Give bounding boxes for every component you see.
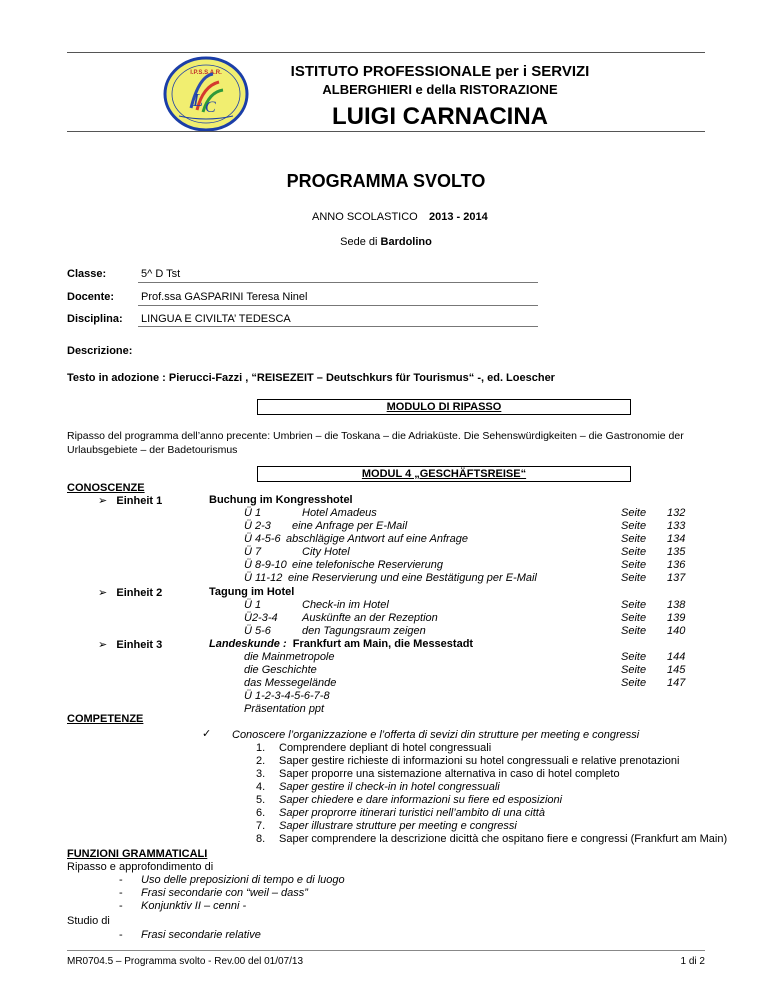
list-item: Ü 8-9-10 [244,559,287,571]
list-item-number: 8. [256,833,266,845]
list-item: Ü 1 [244,507,262,519]
svg-text:C: C [205,99,216,116]
page-number: 134 [667,533,686,545]
header-line1: ISTITUTO PROFESSIONALE per i SERVIZI [290,63,590,80]
field-value-classe: 5^ D Tst [141,268,181,280]
anno-value: 2013 - 2014 [429,211,488,223]
anno-label: ANNO SCOLASTICO [312,211,418,223]
header-bottom-rule [67,131,705,132]
modulo-ripasso-title: MODULO DI RIPASSO [257,399,631,415]
header-line2: ALBERGHIERI e della RISTORAZIONE [322,82,558,97]
list-item: Ü 1 [244,599,262,611]
ripasso-approfondimento: Ripasso e approfondimento di [67,861,214,873]
list-item-number: 6. [256,807,266,819]
list-item-text: City Hotel [302,546,350,558]
ripasso-text-2: Urlaubsgebiete – der Badetourismus [67,444,238,456]
school-name: LUIGI CARNACINA [332,103,548,130]
list-item-text: Ü 1-2-3-4-5-6-7-8 [244,690,330,702]
seite-label: Seite [621,533,647,545]
list-item-number: 5. [256,794,266,806]
list-item-text: den Tagungsraum zeigen [302,625,426,637]
list-item-text: die Geschichte [244,664,317,676]
list-item-text: Auskünfte an der Rezeption [302,612,438,624]
einheit-1-title: Buchung im Kongresshotel [209,494,353,506]
list-item-text: die Mainmetropole [244,651,335,663]
field-line-classe [138,282,538,283]
list-item-text: Konjunktiv II – cenni - [141,900,247,912]
list-item-number: 4. [256,781,266,793]
list-item-text: Saper illustrare strutture per meeting e congressi [279,820,517,832]
field-value-docente: Prof.ssa GASPARINI Teresa Ninel [141,291,308,303]
footer-rule [67,950,705,951]
funzioni-heading: FUNZIONI GRAMMATICALI [67,848,208,860]
list-item-number: 2. [256,755,266,767]
seite-label: Seite [621,677,647,689]
seite-label: Seite [621,559,647,571]
einheit-3-label: ➢ Einheit 3 [98,639,163,651]
page-number: 144 [667,651,686,663]
conoscenze-heading: CONOSCENZE [67,482,145,494]
list-item-text: das Messegelände [244,677,337,689]
page-number: 133 [667,520,686,532]
list-item-text: Check-in im Hotel [302,599,389,611]
school-logo [163,56,249,132]
seite-label: Seite [621,546,647,558]
descrizione-label: Descrizione: [67,345,133,357]
seite-label: Seite [621,625,647,637]
list-item: Ü 2-3 [244,520,271,532]
checkmark-icon: ✓ [202,728,212,740]
competenze-intro: Conoscere l’organizzazione e l’offerta di sevizi din strutture per meeting e congressi [232,729,640,741]
list-item: Ü 7 [244,546,262,558]
dash-bullet: - [119,929,123,941]
svg-text:I.P.S.S.A.R.: I.P.S.S.A.R. [190,70,222,76]
studio-di: Studio di [67,915,110,927]
seite-label: Seite [621,572,647,584]
list-item-text: Saper proprorre itinerari turistici nell’ambito di una città [279,807,545,819]
field-label-classe: Classe: [67,268,107,280]
svg-text:L: L [193,90,204,110]
seite-label: Seite [621,664,647,676]
list-item-text: Uso delle preposizioni di tempo e di luogo [141,874,345,886]
seite-label: Seite [621,507,647,519]
list-item: Ü 5-6 [244,625,271,637]
footer-doc-id: MR0704.5 – Programma svolto - Rev.00 del 01/07/13 [67,956,304,967]
seite-label: Seite [621,520,647,532]
page-number: 147 [667,677,686,689]
einheit-3-title: Landeskunde : Frankfurt am Main, die Messestadt [209,638,474,650]
list-item-number: 7. [256,820,266,832]
page-number: 138 [667,599,686,611]
list-item: Ü 4-5-6 [244,533,281,545]
field-label-disciplina: Disciplina: [67,313,123,325]
page-number: 145 [667,664,686,676]
einheit-2-title: Tagung im Hotel [209,586,295,598]
field-line-docente [138,305,538,306]
testo-adozione: Testo in adozione : Pierucci-Fazzi , “REISEZEIT – Deutschkurs für Tourismus“ -, ed. Loescher [67,372,555,384]
page-number: 136 [667,559,686,571]
list-item: Ü2-3-4 [244,612,278,624]
list-item-text: Saper chiedere e dare informazioni su fiere ed esposizioni [279,794,563,806]
page-number: 137 [667,572,686,584]
list-item-text: Saper gestire il check-in in hotel congressuali [279,781,500,793]
page-number: 140 [667,625,686,637]
dash-bullet: - [119,900,123,912]
seite-label: Seite [621,612,647,624]
list-item-text: Frasi secondarie con “weil – dass” [141,887,308,899]
arrow-bullet-icon: ➢ [98,587,108,599]
header-top-rule [67,52,705,53]
dash-bullet: - [119,887,123,899]
list-item-text: Saper comprendere la descrizione dicittà che ospitano fiere e congressi (Frankfurt am Main) [279,833,728,845]
seite-label: Seite [621,651,647,663]
list-item-text: abschlägige Antwort auf eine Anfrage [286,533,469,545]
ripasso-text-1: Ripasso del programma dell’anno precente: Umbrien – die Toskana – die Adriaküste. Die Sehenswürdigkeiten – die Gastronomie der [67,430,684,442]
einheit-1-label: ➢ Einheit 1 [98,495,163,507]
seite-label: Seite [621,599,647,611]
field-value-disciplina: LINGUA E CIVILTA’ TEDESCA [141,313,291,325]
page-number: 132 [667,507,686,519]
einheit-2-label: ➢ Einheit 2 [98,587,163,599]
field-label-docente: Docente: [67,291,115,303]
list-item-number: 3. [256,768,266,780]
arrow-bullet-icon: ➢ [98,639,108,651]
field-line-disciplina [138,326,538,327]
list-item-text: eine telefonische Reservierung [292,559,444,571]
list-item-text: eine Anfrage per E-Mail [292,520,408,532]
list-item-text: Comprendere depliant di hotel congressuali [279,742,492,754]
list-item-text: eine Reservierung und eine Bestätigung per E-Mail [288,572,537,584]
footer-page: 1 di 2 [680,956,705,967]
competenze-heading: COMPETENZE [67,713,144,725]
list-item-text: Saper gestire richieste di informazioni su hotel congressuali e relative prenotazioni [279,755,680,767]
list-item-text: Saper proporre una sistemazione alternativa in caso di hotel completo [279,768,620,780]
list-item-text: Präsentation ppt [244,703,325,715]
modul4-title: MODUL 4 „GESCHÄFTSREISE“ [257,466,631,482]
sede: Sede di Bardolino [340,236,432,248]
page-title: PROGRAMMA SVOLTO [286,171,486,191]
list-item-number: 1. [256,742,266,754]
arrow-bullet-icon: ➢ [98,495,108,507]
list-item-text: Frasi secondarie relative [141,929,261,941]
dash-bullet: - [119,874,123,886]
list-item: Ü 11-12 [244,572,283,584]
page-number: 139 [667,612,686,624]
list-item-text: Hotel Amadeus [302,507,377,519]
page-number: 135 [667,546,686,558]
